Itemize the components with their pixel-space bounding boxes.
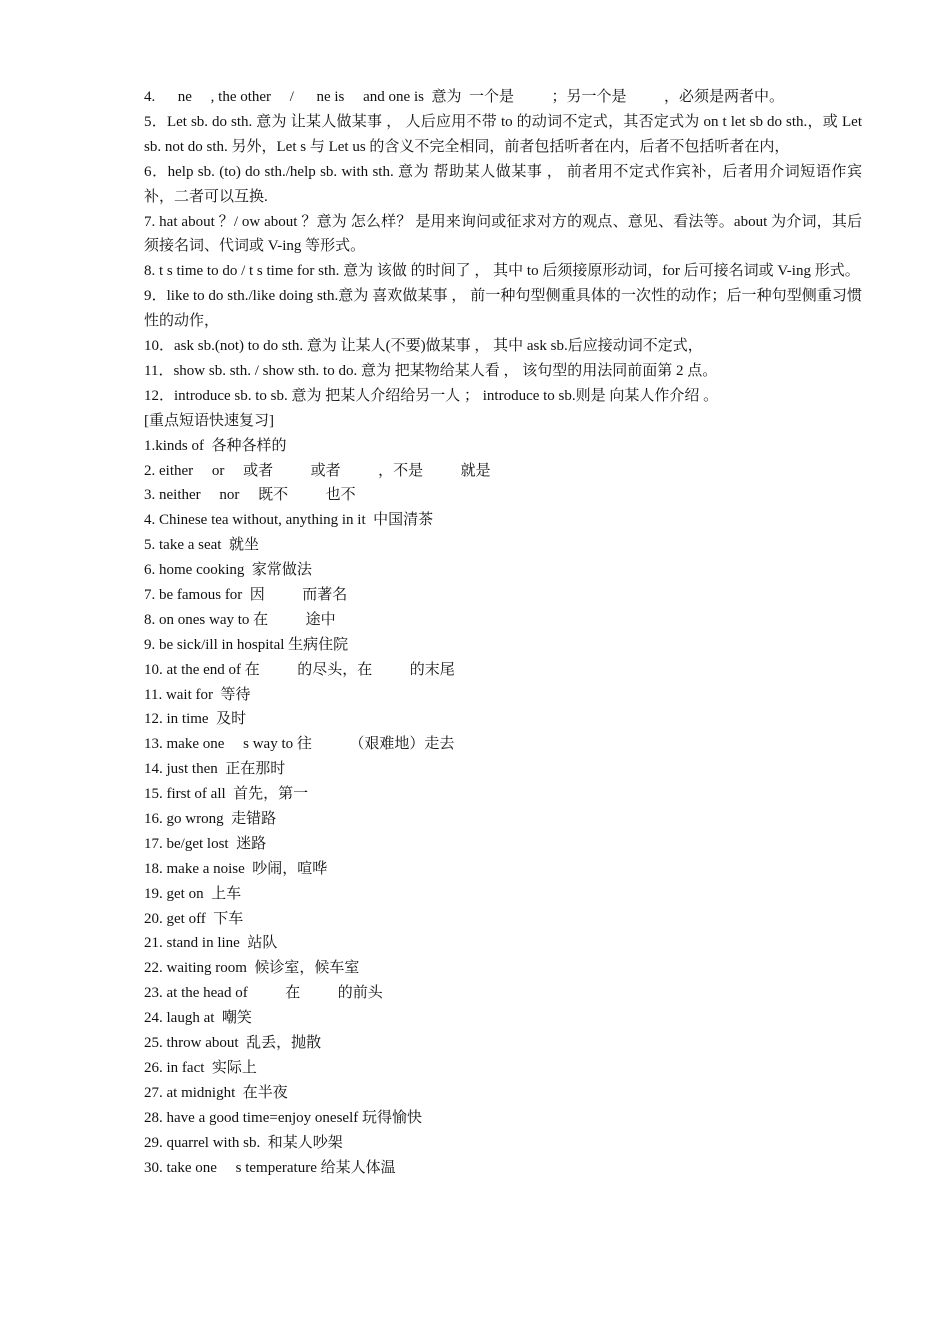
phrase-item: 21. stand in line 站队 [144, 935, 278, 952]
phrase-item: 15. first of all 首先，第一 [144, 786, 309, 803]
note-item-7: 7. hat about ？/ ow about ？意为 怎么样？ 是用来询问或征求对方的观点、意见、看法等。about 为介词，其后须接名词、代词或 V-ing 等形式。 [144, 213, 862, 255]
phrase-item: 19. get on 上车 [144, 885, 242, 902]
note-item-4: 4. ne , the other / ne is and one is 意为 一个是 ；另一个是 ，必须是两者中。 [144, 89, 784, 105]
phrase-item: 20. get off 下车 [144, 910, 244, 927]
phrase-item: 8. on ones way to 在 途中 [144, 611, 336, 628]
phrase-item: 7. be famous for 因 而著名 [144, 587, 348, 604]
phrase-item: 28. have a good time=enjoy oneself 玩得愉快 [144, 1109, 422, 1126]
phrase-item: 14. just then 正在那时 [144, 761, 286, 778]
phrase-item: 24. laugh at 嘲笑 [144, 1010, 252, 1027]
phrase-item: 3. neither nor 既不 也不 [144, 487, 356, 504]
phrase-item: 2. either or 或者 或者 ，不是 就是 [144, 462, 491, 479]
phrase-item: 13. make one s way to 往 （艰难地）走去 [144, 736, 455, 753]
phrase-item: 29. quarrel with sb. 和某人吵架 [144, 1134, 343, 1151]
phrase-item: 6. home cooking 家常做法 [144, 562, 312, 579]
phrase-item: 27. at midnight 在半夜 [144, 1084, 288, 1101]
phrase-list [144, 434, 862, 1181]
note-item-8: 8. t s time to do / t s time for sth. 意为 该做 的时间了 ， 其中 to 后须接原形动词，for 后可接名词或 V-ing 形式。 [144, 263, 860, 280]
phrase-item: 30. take one s temperature 给某人体温 [144, 1159, 396, 1176]
document-page [144, 85, 862, 1180]
phrase-item: 25. throw about 乱丢，抛散 [144, 1035, 322, 1052]
note-item-12: 12．introduce sb. to sb. 意为 把某人介绍给另一人 ； introduce to sb.则是 向某人作介绍 。 [144, 387, 719, 404]
phrase-item: 4. Chinese tea without, anything in it 中国清茶 [144, 512, 434, 529]
phrase-item: 11. wait for 等待 [144, 686, 251, 703]
phrase-item: 12. in time 及时 [144, 711, 247, 728]
note-item-10: 10．ask sb.(not) to do sth. 意为 让某人(不要)做某事 ， 其中 ask sb.后应接动词不定式， [144, 338, 703, 355]
phrase-item: 1.kinds of 各种各样的 [144, 437, 287, 454]
phrase-item: 18. make a noise 吵闹，喧哗 [144, 860, 328, 877]
phrase-item: 22. waiting room 候诊室，候车室 [144, 960, 360, 977]
phrase-item: 16. go wrong 走错路 [144, 811, 277, 828]
phrase-item: 10. at the end of 在 的尽头，在 的末尾 [144, 661, 455, 678]
phrase-item: 17. be/get lost 迷路 [144, 835, 267, 852]
phrase-item: 23. at the head of 在 的前头 [144, 985, 383, 1002]
note-item-5: 5．Let sb. do sth. 意为 让某人做某事 ， 人后应用不带 to 的动词不定式，其否定式为 on t let sb do sth.，或 Let sb. not do sth. 另外，Let s 与 Let us 的含义不完全相同，前者包括听者在内，后者不包括听者在内， [144, 113, 862, 155]
section-title: [重点短语快速复习] [144, 412, 274, 429]
note-item-9: 9．like to do sth./like doing sth.意为 喜欢做某事 ， 前一种句型侧重具体的一次性的动作；后一种句型侧重习惯性的动作， [144, 288, 862, 330]
note-item-6: 6．help sb. (to) do sth./help sb. with sth. 意为 帮助某人做某事 ， 前者用不定式作宾补，后者用介词短语作宾补，二者可以互换. [144, 163, 862, 205]
phrase-item: 5. take a seat 就坐 [144, 537, 259, 554]
note-item-11: 11．show sb. sth. / show sth. to do. 意为 把某物给某人看 ， 该句型的用法同前面第 2 点。 [144, 362, 718, 379]
phrase-item: 9. be sick/ill in hospital 生病住院 [144, 636, 349, 653]
phrase-item: 26. in fact 实际上 [144, 1059, 257, 1076]
